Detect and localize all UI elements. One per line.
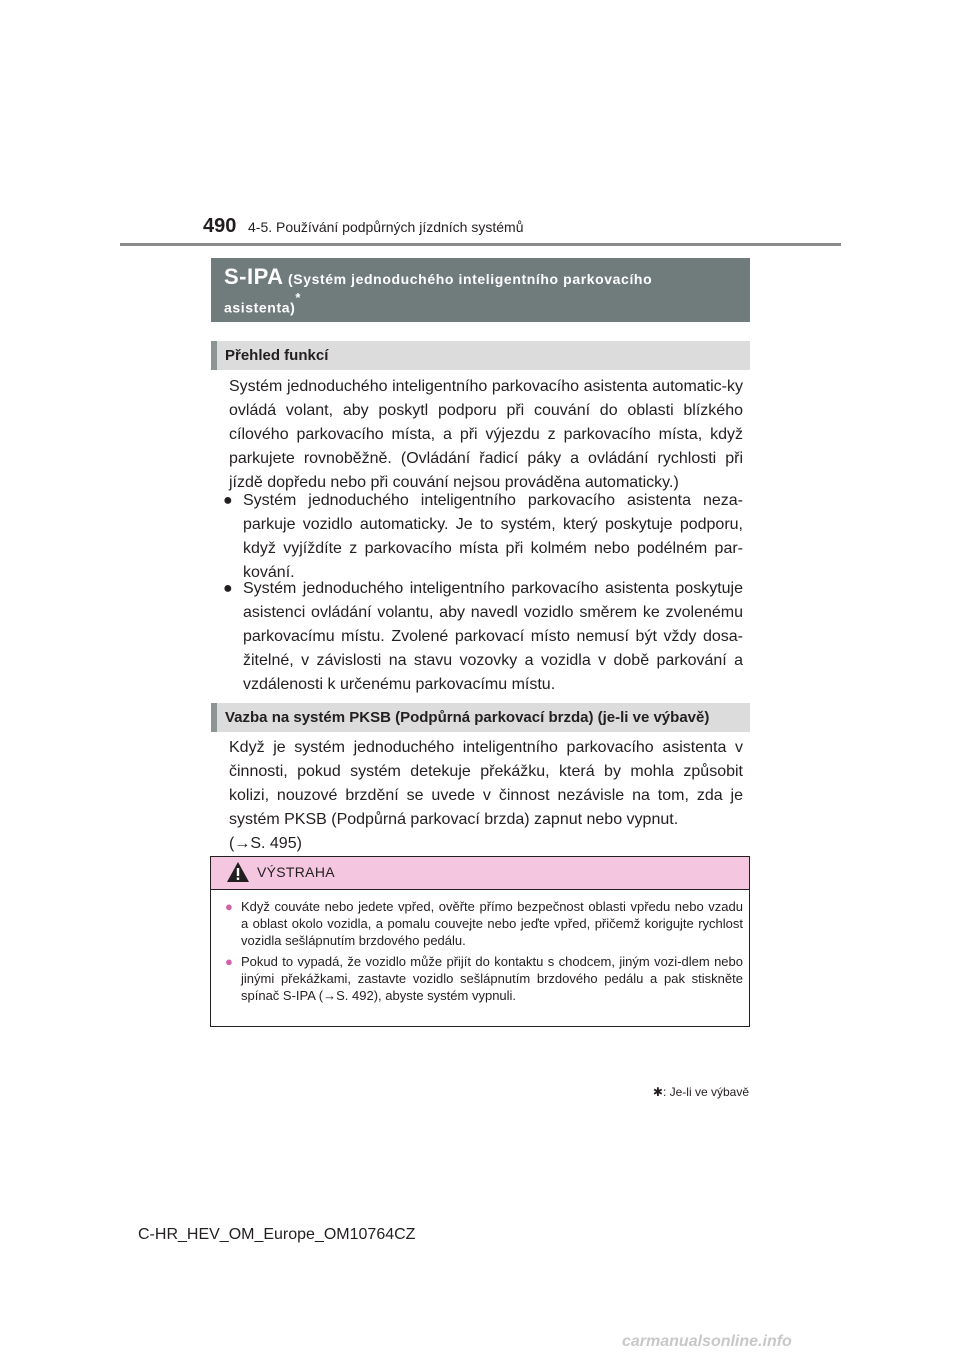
footnote: ✱: Je-li ve výbavě — [652, 1085, 749, 1099]
bullet-icon: ● — [223, 580, 233, 597]
warning-bullet-icon: ● — [225, 899, 233, 914]
section-title-sub-1: (Systém jednoduchého inteligentního parkovacího — [288, 271, 653, 287]
header-divider — [120, 243, 841, 246]
page-number: 490 — [203, 215, 237, 237]
warning-box — [210, 856, 750, 1027]
warning-item — [225, 898, 743, 949]
list-item — [223, 489, 743, 585]
pksb-text: Když je systém jednoduchého inteligentního parkovacího asistenta v činnosti, pokud systém detekuje překážku, která by mohla způsobit kolizi, nouzové brzdění se uvede v činnost nezávisle na tom, zda je systém PKSB (Podpůrná parkovací brzda) zapnut nebo vypnut. — [229, 739, 743, 828]
warning-bullet-icon: ● — [225, 954, 233, 969]
section-title-sub-2: asistenta) — [224, 299, 296, 316]
list-item-text: Systém jednoduchého inteligentního parkovacího asistenta neza-parkuje vozidlo automaticky. Je to systém, který poskytuje podporu, když vyjíždíte z parkovacího místa při kolmém nebo podélném par-kování. — [243, 492, 743, 581]
list-item — [223, 577, 743, 697]
section-title — [211, 258, 750, 322]
warning-label: VÝSTRAHA — [257, 864, 335, 880]
pksb-paragraph — [229, 736, 743, 856]
footnote-mark: * — [295, 290, 301, 305]
warning-triangle-icon — [226, 861, 250, 883]
bullet-icon: ● — [223, 492, 233, 509]
page-reference-link[interactable]: (→S. 495) — [229, 835, 302, 852]
section-title-main: S-IPA — [224, 264, 284, 289]
list-item-text: Systém jednoduchého inteligentního parkovacího asistenta poskytuje asistenci ovládání volantu, aby navedl vozidlo směrem ke zvolenému parkovacímu místu. Zvolené parkovací místo nemusí být vždy dosa-žitelné, v závislosti na stavu vozovky a vozidla v době parkování a vzdálenosti k určenému parkovacímu místu. — [243, 580, 743, 693]
warning-header — [211, 857, 749, 890]
warning-item — [225, 953, 743, 1004]
warning-item-text: Pokud to vypadá, že vozidlo může přijít do kontaktu s chodcem, jiným vozi-dlem nebo jinými překážkami, zastavte vozidlo sešlápnutím brzdového pedálu a pak stiskněte spínač S-IPA (→S. 492), abyste systém vypnuli. — [241, 954, 743, 1003]
chapter-title: 4-5. Používání podpůrných jízdních systémů — [248, 219, 524, 235]
watermark: carmanualsonline.info — [622, 1333, 792, 1350]
overview-intro: Systém jednoduchého inteligentního parkovacího asistenta automatic-ky ovládá volant, aby poskytl podporu při couvání do oblasti blízkého cílového parkovacího místa, a při výjezdu z parkovacího místa, když parkujete rovnoběžně. (Ovládání řadicí páky a ovládání rychlosti při jízdě dopředu nebo při couvání nejsou prováděna automaticky.) — [229, 378, 743, 491]
overview-heading: Přehled funkcí — [211, 341, 750, 370]
pksb-heading: Vazba na systém PKSB (Podpůrná parkovací brzda) (je-li ve výbavě) — [211, 703, 750, 732]
warning-item-text: Když couváte nebo jedete vpřed, ověřte přímo bezpečnost oblasti vpředu nebo vzadu a oblast okolo vozidla, a pomalu couvejte nebo jeďte vpřed, přičemž korigujte rychlost vozidla sešlápnutím brzdového pedálu. — [241, 899, 743, 948]
document-code: C-HR_HEV_OM_Europe_OM10764CZ — [138, 1226, 416, 1243]
